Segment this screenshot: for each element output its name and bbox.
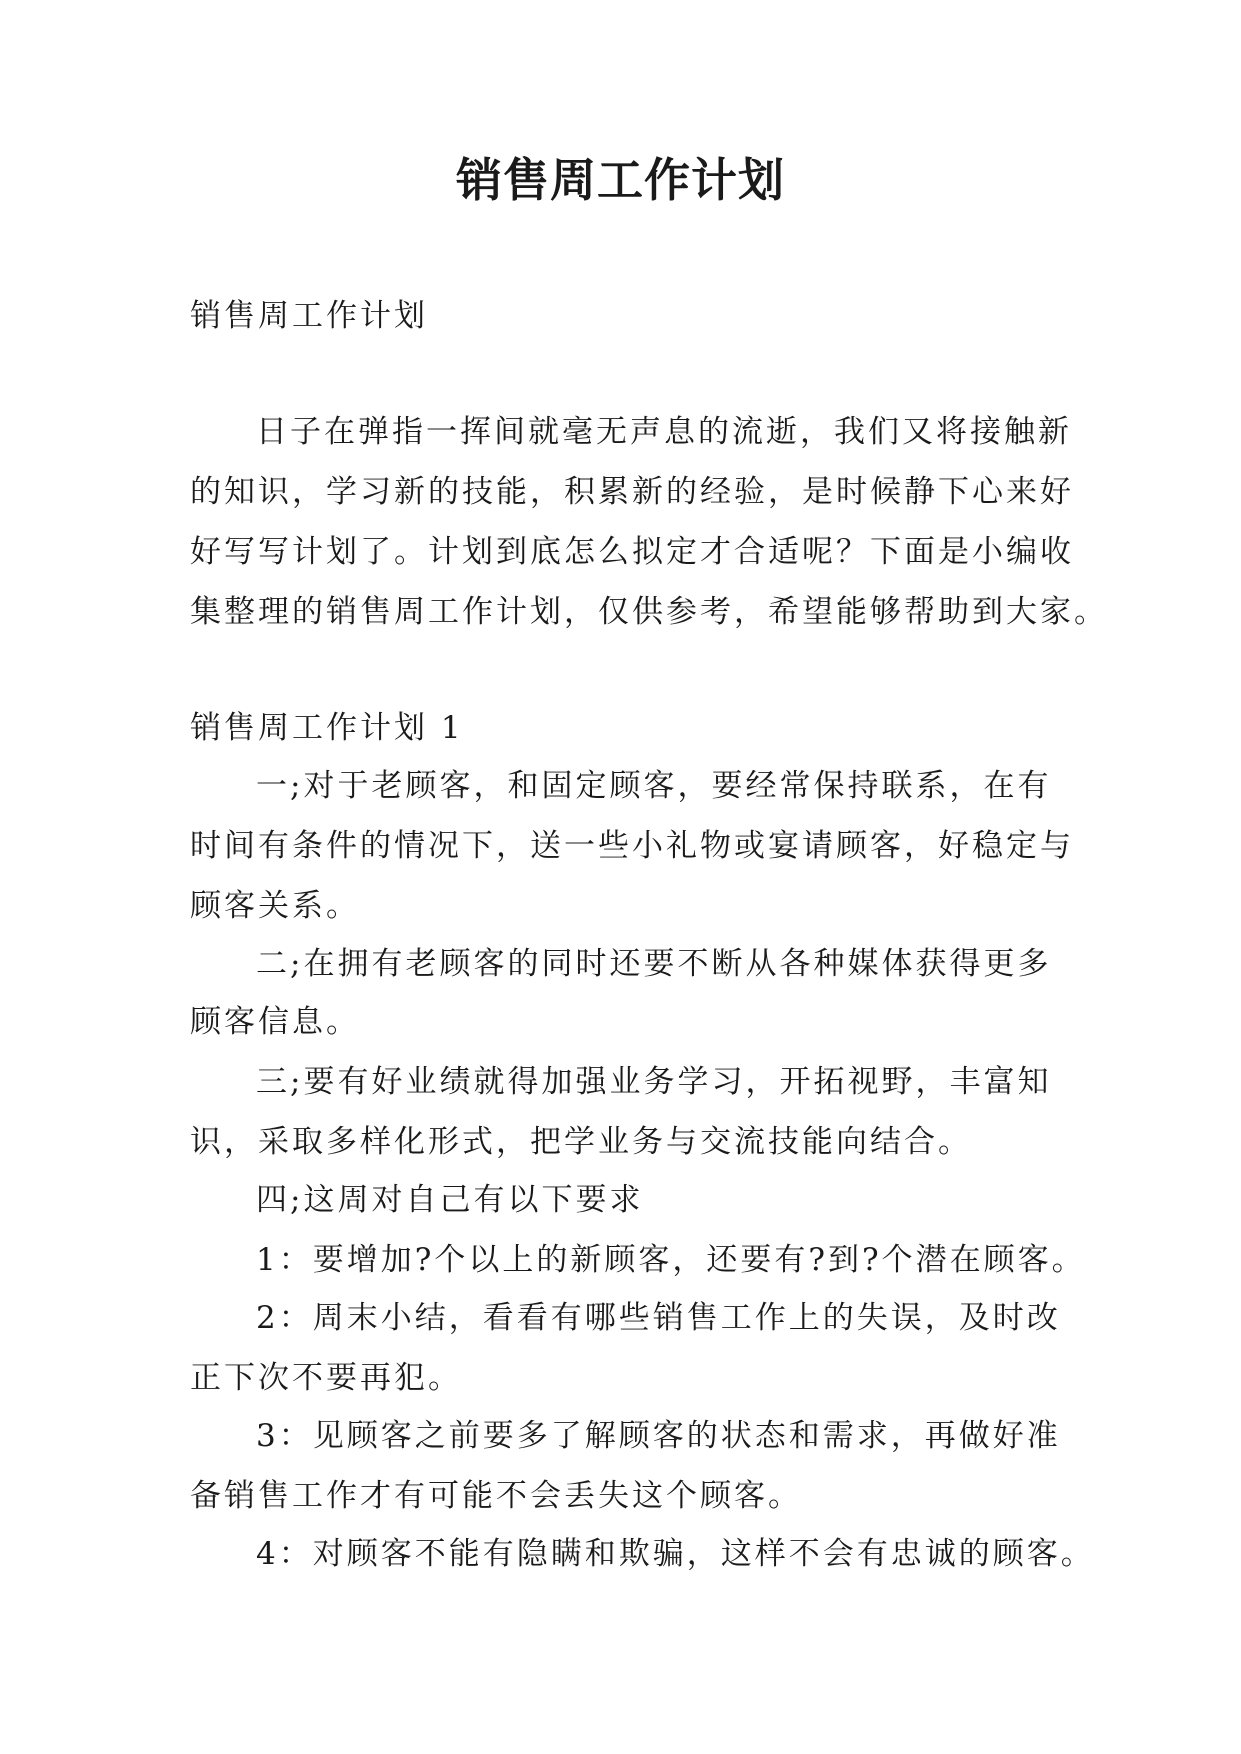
intro-line: 好写写计划了。计划到底怎么拟定才合适呢？下面是小编收 xyxy=(190,534,1074,570)
plan-line: 2：周末小结，看看有哪些销售工作上的失误，及时改 xyxy=(256,1300,1061,1336)
intro-line: 日子在弹指一挥间就毫无声息的流逝，我们又将接触新 xyxy=(256,414,1072,450)
intro-line: 集整理的销售周工作计划，仅供参考，希望能够帮助到大家。 xyxy=(190,594,1108,630)
plan-line: 一;对于老顾客，和固定顾客，要经常保持联系，在有 xyxy=(256,768,1052,804)
plan-line: 识，采取多样化形式，把学业务与交流技能向结合。 xyxy=(190,1124,972,1160)
document-title: 销售周工作计划 xyxy=(456,153,785,207)
plan-line: 1：要增加?个以上的新顾客，还要有?到?个潜在顾客。 xyxy=(256,1242,1086,1278)
plan-line: 4：对顾客不能有隐瞒和欺骗，这样不会有忠诚的顾客。 xyxy=(256,1536,1095,1572)
plan-line: 3：见顾客之前要多了解顾客的状态和需求，再做好准 xyxy=(256,1418,1061,1454)
plan-line: 顾客信息。 xyxy=(190,1004,360,1040)
plan-line: 四;这周对自己有以下要求 xyxy=(256,1182,644,1218)
plan-line: 顾客关系。 xyxy=(190,888,360,924)
plan-line: 时间有条件的情况下，送一些小礼物或宴请顾客，好稳定与 xyxy=(190,828,1074,864)
plan-line: 备销售工作才有可能不会丢失这个顾客。 xyxy=(190,1478,802,1514)
document-subtitle: 销售周工作计划 xyxy=(190,298,428,334)
section-heading: 销售周工作计划 1 xyxy=(190,710,464,746)
intro-line: 的知识，学习新的技能，积累新的经验，是时候静下心来好 xyxy=(190,474,1074,510)
plan-line: 正下次不要再犯。 xyxy=(190,1360,462,1396)
plan-line: 三;要有好业绩就得加强业务学习，开拓视野，丰富知 xyxy=(256,1064,1052,1100)
plan-line: 二;在拥有老顾客的同时还要不断从各种媒体获得更多 xyxy=(256,946,1052,982)
